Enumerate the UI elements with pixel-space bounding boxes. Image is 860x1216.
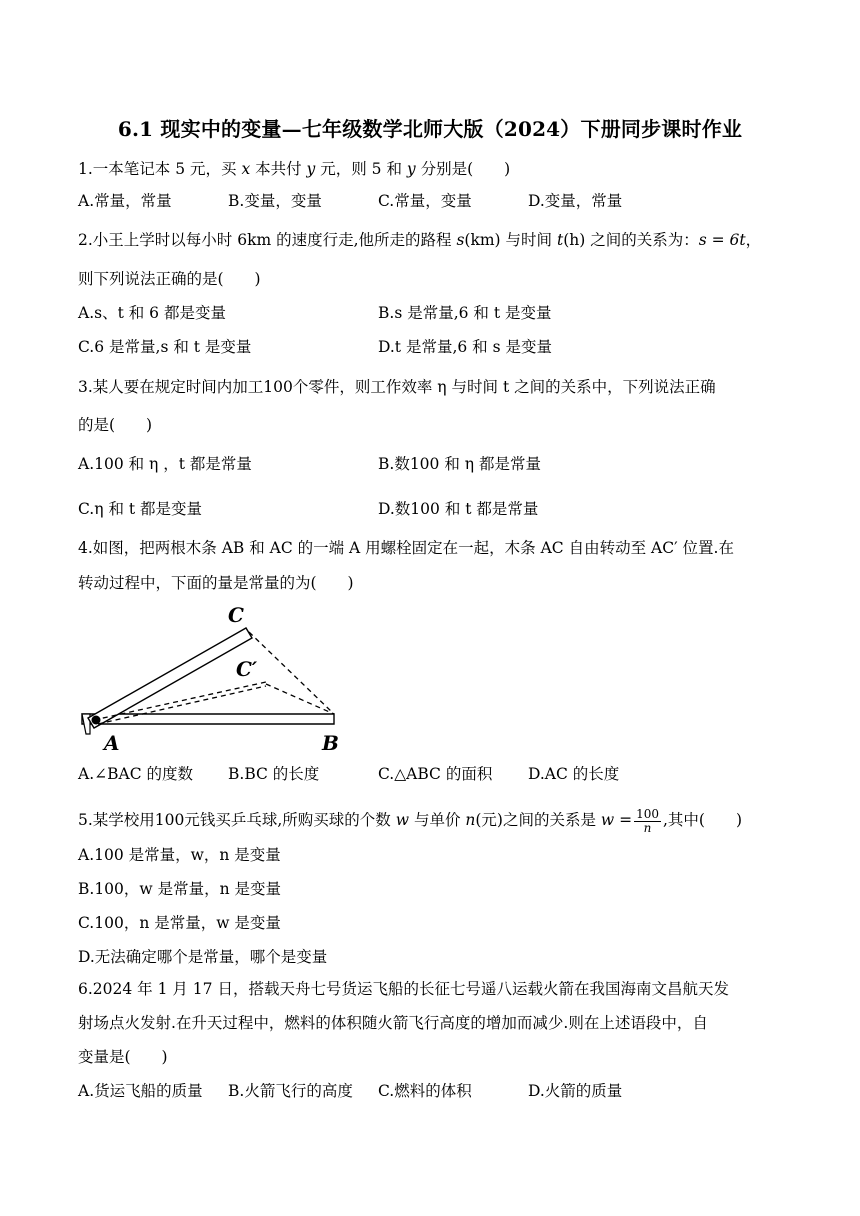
q4-option-a[interactable]: A.∠BAC 的度数 [78,765,193,783]
q2-text: 2.小王上学时以每小时 6km 的速度行走,他所走的路程 [78,231,457,249]
page-title: 6.1 现实中的变量—七年级数学北师大版（2024）下册同步课时作业 [117,117,743,141]
q5-var-w: w [395,811,410,829]
q1-option-b[interactable]: B.变量，变量 [228,192,322,210]
label-b: B [322,731,339,755]
q3-option-b[interactable]: B.数100 和 η 都是常量 [378,455,541,473]
question-5 [78,803,742,837]
q3-option-a[interactable]: A.100 和 η ，t 都是常量 [78,455,252,473]
q2-text: 之间的关系为： [585,231,699,249]
question-6: 6.2024 年 1 月 17 日，搭载天舟七号货运飞船的长征七号遥八运载火箭在我国海南文昌航天发 [78,980,729,998]
q1-text: 元，则 5 和 [315,160,407,178]
label-c: C [228,603,244,627]
q6-line-3: 变量是( ) [78,1048,168,1066]
q1-option-c[interactable]: C.常量，变量 [378,192,472,210]
q5-fraction [634,808,661,835]
q1-option-d[interactable]: D.变量，常量 [528,192,623,210]
q5-text: 与单价 [409,811,466,829]
q5-formula-lhs: w = [600,811,633,829]
q6-option-d[interactable]: D.火箭的质量 [528,1082,623,1100]
q6-line-2: 射场点火发射.在升天过程中，燃料的体积随火箭飞行高度的增加而减少.则在上述语段中，自 [78,1014,708,1032]
q5-option-b[interactable]: B.100，w 是常量，n 是变量 [78,880,282,898]
dashed-cprime-b [266,684,334,714]
q1-option-a[interactable]: A.常量，常量 [78,192,172,210]
q4-line-2: 转动过程中，下面的量是常量的为( ) [78,574,354,592]
q2-text: 与时间 [500,231,557,249]
q2-option-d[interactable]: D.t 是常量,6 和 s 是变量 [378,338,552,356]
question-1 [78,158,510,180]
q3-option-c[interactable]: C.η 和 t 都是变量 [78,500,203,518]
q2-unit-km: (km) [464,231,501,249]
q2-unit-h: (h) [563,231,586,249]
q4-option-d[interactable]: D.AC 的长度 [528,765,620,783]
q2-option-a[interactable]: A.s、t 和 6 都是变量 [78,304,226,322]
q5-text: ,其中( ) [662,811,743,829]
q5-text: (元)之间的关系是 [475,811,601,829]
q1-var-y: y [406,160,416,178]
q5-numerator: 100 [636,806,659,821]
q1-text: 分别是( ) [415,160,511,178]
q6-option-a[interactable]: A.货运飞船的质量 [78,1082,203,1100]
q5-option-a[interactable]: A.100 是常量，w，n 是变量 [78,846,281,864]
stick-ac [88,628,252,728]
q6-option-c[interactable]: C.燃料的体积 [378,1082,472,1100]
q1-var-x: x [241,160,251,178]
q2-line-2: 则下列说法正确的是( ) [78,270,261,288]
question-2 [78,229,761,251]
q2-text: ， [745,231,762,249]
q6-option-b[interactable]: B.火箭飞行的高度 [228,1082,353,1100]
q5-option-c[interactable]: C.100，n 是常量，w 是变量 [78,914,281,932]
q4-option-b[interactable]: B.BC 的长度 [228,765,320,783]
q3-line-2: 的是( ) [78,416,153,434]
q4-option-c[interactable]: C.△ABC 的面积 [378,765,493,783]
q3-option-d[interactable]: D.数100 和 t 都是常量 [378,500,539,518]
q5-option-d[interactable]: D.无法确定哪个是常量，哪个是变量 [78,948,328,966]
q5-denominator: n [643,820,652,835]
q1-text: 本共付 [250,160,307,178]
q1-text: 1.一本笔记本 5 元，买 [78,160,242,178]
q2-var-s: s [456,231,465,249]
rotating-sticks-figure [76,600,346,760]
q1-var-y: y [306,160,316,178]
dashed-c-b [249,632,334,714]
q5-text: 5.某学校用100元钱买乒乓球,所购买球的个数 [78,811,396,829]
label-a: A [104,731,120,755]
q2-option-b[interactable]: B.s 是常量,6 和 t 是变量 [378,304,552,322]
q2-var-t: t [556,231,564,249]
label-c-prime: C′ [236,657,258,681]
q2-option-c[interactable]: C.6 是常量,s 和 t 是变量 [78,338,252,356]
bolt-a [92,716,101,725]
q5-var-n: n [465,811,476,829]
question-4: 4.如图，把两根木条 AB 和 AC 的一端 A 用螺栓固定在一起，木条 AC 自由转动至 AC′ 位置.在 [78,539,734,557]
q2-formula: s = 6t [698,231,746,249]
question-3: 3.某人要在规定时间内加工100个零件，则工作效率 η 与时间 t 之间的关系中，下列说法正确 [78,378,716,396]
